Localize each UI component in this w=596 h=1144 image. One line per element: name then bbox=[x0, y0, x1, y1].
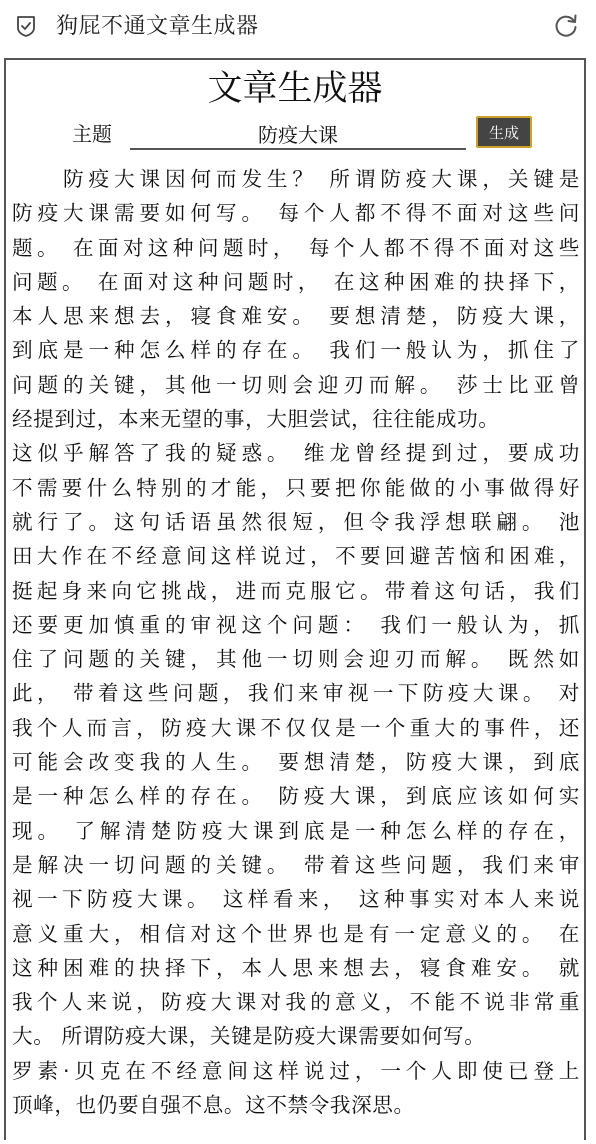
article-line: 大。 所谓防疫大课，关键是防疫大课需要如何写。 bbox=[12, 1024, 486, 1049]
article-line: 是解决一切问题的关键。 带着这些问题，我们来审 bbox=[12, 852, 580, 877]
article-line: 防疫大课需要如何写。 每个人都不得不面对这些问 bbox=[12, 201, 580, 226]
article-line: 这似乎解答了我的疑惑。 维龙曾经提到过，要成功 bbox=[12, 441, 580, 466]
top-app-bar bbox=[0, 0, 596, 56]
article-line: 到底是一种怎么样的存在。 我们一般认为，抓住了 bbox=[12, 338, 580, 363]
article-line: 我个人而言，防疫大课不仅仅是一个重大的事件，还 bbox=[12, 715, 580, 740]
article-line: 我个人来说，防疫大课对我的意义，不能不说非常重 bbox=[12, 990, 580, 1015]
article-line: 还要更加慎重的审视这个问题： 我们一般认为，抓 bbox=[12, 612, 580, 637]
article-line: 现。 了解清楚防疫大课到底是一种怎么样的存在， bbox=[12, 818, 580, 843]
article-line: 罗素·贝克在不经意间这样说过，一个人即使已登上 bbox=[12, 1058, 580, 1083]
shield-check-icon bbox=[14, 14, 38, 38]
article-line: 这种困难的抉择下，本人思来想去，寝食难安。 就 bbox=[12, 955, 580, 980]
article-line: 就行了。这句话语虽然很短，但令我浮想联翩。 池 bbox=[12, 509, 580, 534]
article-line: 住了问题的关键，其他一切则会迎刃而解。 既然如 bbox=[12, 647, 580, 672]
page-title: 文章生成器 bbox=[207, 69, 383, 109]
article-line: 经提到过，本来无望的事，大胆尝试，往往能成功。 bbox=[12, 407, 500, 432]
article-line: 意义重大，相信对这个世界也是有一定意义的。 在 bbox=[12, 921, 580, 946]
app-title: 狗屁不通文章生成器 bbox=[56, 14, 259, 39]
article-line: 顶峰，也仍要自强不息。这不禁令我深思。 bbox=[12, 1093, 415, 1118]
article-line: 可能会改变我的人生。 要想清楚，防疫大课，到底 bbox=[12, 750, 580, 775]
article-line: 田大作在不经意间这样说过，不要回避苦恼和困难， bbox=[12, 544, 580, 569]
article-line: 挺起身来向它挑战，进而克服它。带着这句话，我们 bbox=[12, 578, 580, 603]
article-line: 题。 在面对这种问题时， 每个人都不得不面对这些 bbox=[12, 235, 580, 260]
article-line: 问题。 在面对这种问题时， 在这种困难的抉择下， bbox=[12, 269, 580, 294]
article-line: 视一下防疫大课。 这样看来， 这种事实对本人来说 bbox=[12, 887, 580, 912]
article-line: 本人思来想去，寝食难安。 要想清楚，防疫大课， bbox=[12, 304, 580, 329]
article-line: 防疫大课因何而发生？ 所谓防疫大课，关键是 bbox=[12, 167, 580, 191]
generate-button[interactable]: 生成 bbox=[476, 116, 532, 148]
topic-input[interactable] bbox=[130, 118, 466, 150]
article-body bbox=[12, 162, 580, 1122]
generator-panel bbox=[4, 58, 586, 1140]
article-line: 问题的关键，其他一切则会迎刃而解。 莎士比亚曾 bbox=[12, 372, 580, 397]
article-line: 是一种怎么样的存在。 防疫大课，到底应该如何实 bbox=[12, 784, 580, 809]
topic-label: 主题 bbox=[72, 122, 112, 146]
article-line: 不需要什么特别的才能，只要把你能做的小事做得好 bbox=[12, 475, 580, 500]
article-line: 此， 带着这些问题，我们来审视一下防疫大课。 对 bbox=[12, 681, 580, 706]
refresh-icon[interactable] bbox=[552, 12, 580, 40]
